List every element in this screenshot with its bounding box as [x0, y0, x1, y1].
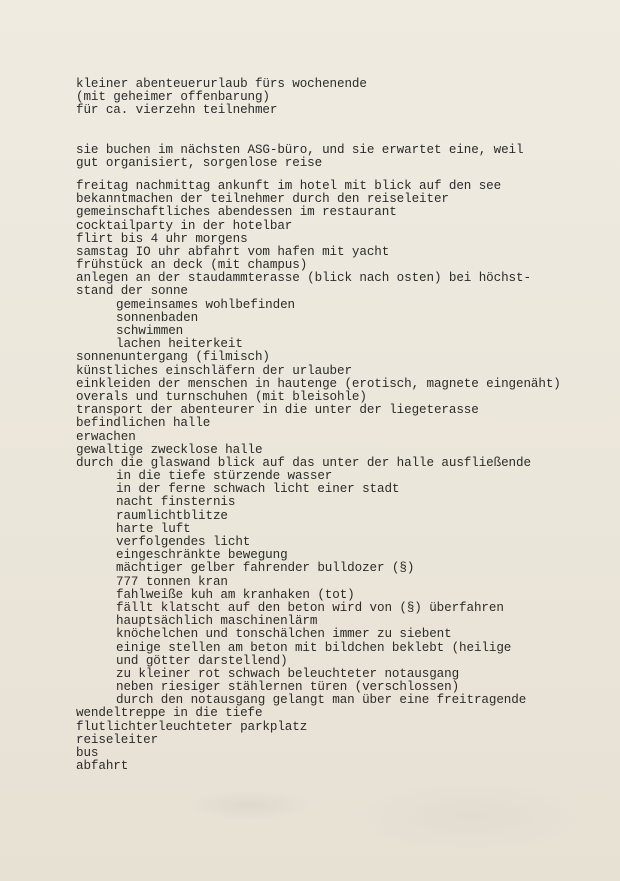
body-line: harte luft [116, 521, 191, 536]
body-line: fällt klatscht auf den beton wird von (§) überfahren [116, 600, 504, 615]
body-line: einkleiden der menschen in hautenge (erotisch, magnete eingenäht) [76, 376, 561, 391]
body-line: erwachen [76, 429, 136, 444]
body-line: und götter darstellend) [116, 653, 288, 668]
body-line: 777 tonnen kran [116, 574, 228, 589]
body-line: eingeschränkte bewegung [116, 548, 288, 563]
intro-line: gut organisiert, sorgenlose reise [76, 155, 323, 170]
body-line: lachen heiterkeit [116, 337, 243, 352]
body-line: in der ferne schwach licht einer stadt [116, 482, 400, 497]
body-line: transport der abenteurer in die unter der liegeterasse [76, 403, 479, 418]
body-line: in die tiefe stürzende wasser [116, 469, 333, 484]
body-line: samstag IO uhr abfahrt vom hafen mit yacht [76, 244, 390, 259]
header-line: (mit geheimer offenbarung) [76, 90, 270, 105]
body-line: knöchelchen und tonschälchen immer zu siebent [116, 627, 452, 642]
body-line: sonnenbaden [116, 310, 199, 325]
header-line: kleiner abenteuerurlaub fürs wochenende [76, 77, 367, 91]
body-line: hauptsächlich maschinenlärm [116, 614, 318, 629]
body-line: overals und turnschuhen (mit bleisohle) [76, 389, 367, 404]
body-line: befindlichen halle [76, 416, 211, 431]
body-line: gemeinsames wohlbefinden [116, 297, 295, 312]
body-line: neben riesiger stählernen türen (verschlossen) [116, 680, 460, 695]
body-line: fahlweiße kuh am kranhaken (tot) [116, 587, 355, 602]
typed-text-block [76, 78, 606, 773]
body-line: raumlichtblitze [116, 508, 228, 523]
body-line: schwimmen [116, 324, 184, 338]
body-line: künstliches einschläfern der urlauber [76, 363, 352, 378]
body-line: flutlichterleuchteter parkplatz [76, 719, 308, 734]
body-line: cocktailparty in der hotelbar [76, 218, 293, 233]
body-line: abfahrt [76, 759, 129, 774]
body-line: flirt bis 4 uhr morgens [76, 231, 248, 246]
body-line: bus [76, 746, 99, 760]
body-line: bekanntmachen der teilnehmer durch den reiseleiter [76, 192, 449, 207]
body-line: durch die glaswand blick auf das unter der halle ausfließende [76, 455, 531, 470]
body-line: frühstück an deck (mit champus) [76, 258, 308, 273]
body-line: verfolgendes licht [116, 535, 251, 549]
body-line: anlegen an der staudammterasse (blick nach osten) bei höchst- [76, 271, 531, 286]
body-line: zu kleiner rot schwach beleuchteter notausgang [116, 666, 460, 681]
body-line: gewaltige zwecklose halle [76, 442, 263, 457]
faded-stamp-mark [185, 790, 315, 820]
intro-line: sie buchen im nächsten ASG-büro, und sie erwartet eine, weil [76, 142, 524, 157]
faded-handwriting-mark [360, 780, 580, 850]
header-line: für ca. vierzehn teilnehmer [76, 103, 278, 118]
body-line: gemeinschaftliches abendessen im restaurant [76, 205, 397, 220]
body-line: reiseleiter [76, 732, 159, 747]
body-line: nacht finsternis [116, 495, 236, 510]
body-line: durch den notausgang gelangt man über eine freitragende [116, 693, 527, 708]
body-line: stand der sonne [76, 284, 188, 299]
body-line: wendeltreppe in die tiefe [76, 706, 263, 721]
body-line: einige stellen am beton mit bildchen beklebt (heilige [116, 640, 512, 655]
body-line: freitag nachmittag ankunft im hotel mit blick auf den see [76, 178, 502, 193]
body-line: mächtiger gelber fahrender bulldozer (§) [116, 561, 415, 576]
body-line: sonnenuntergang (filmisch) [76, 350, 270, 365]
